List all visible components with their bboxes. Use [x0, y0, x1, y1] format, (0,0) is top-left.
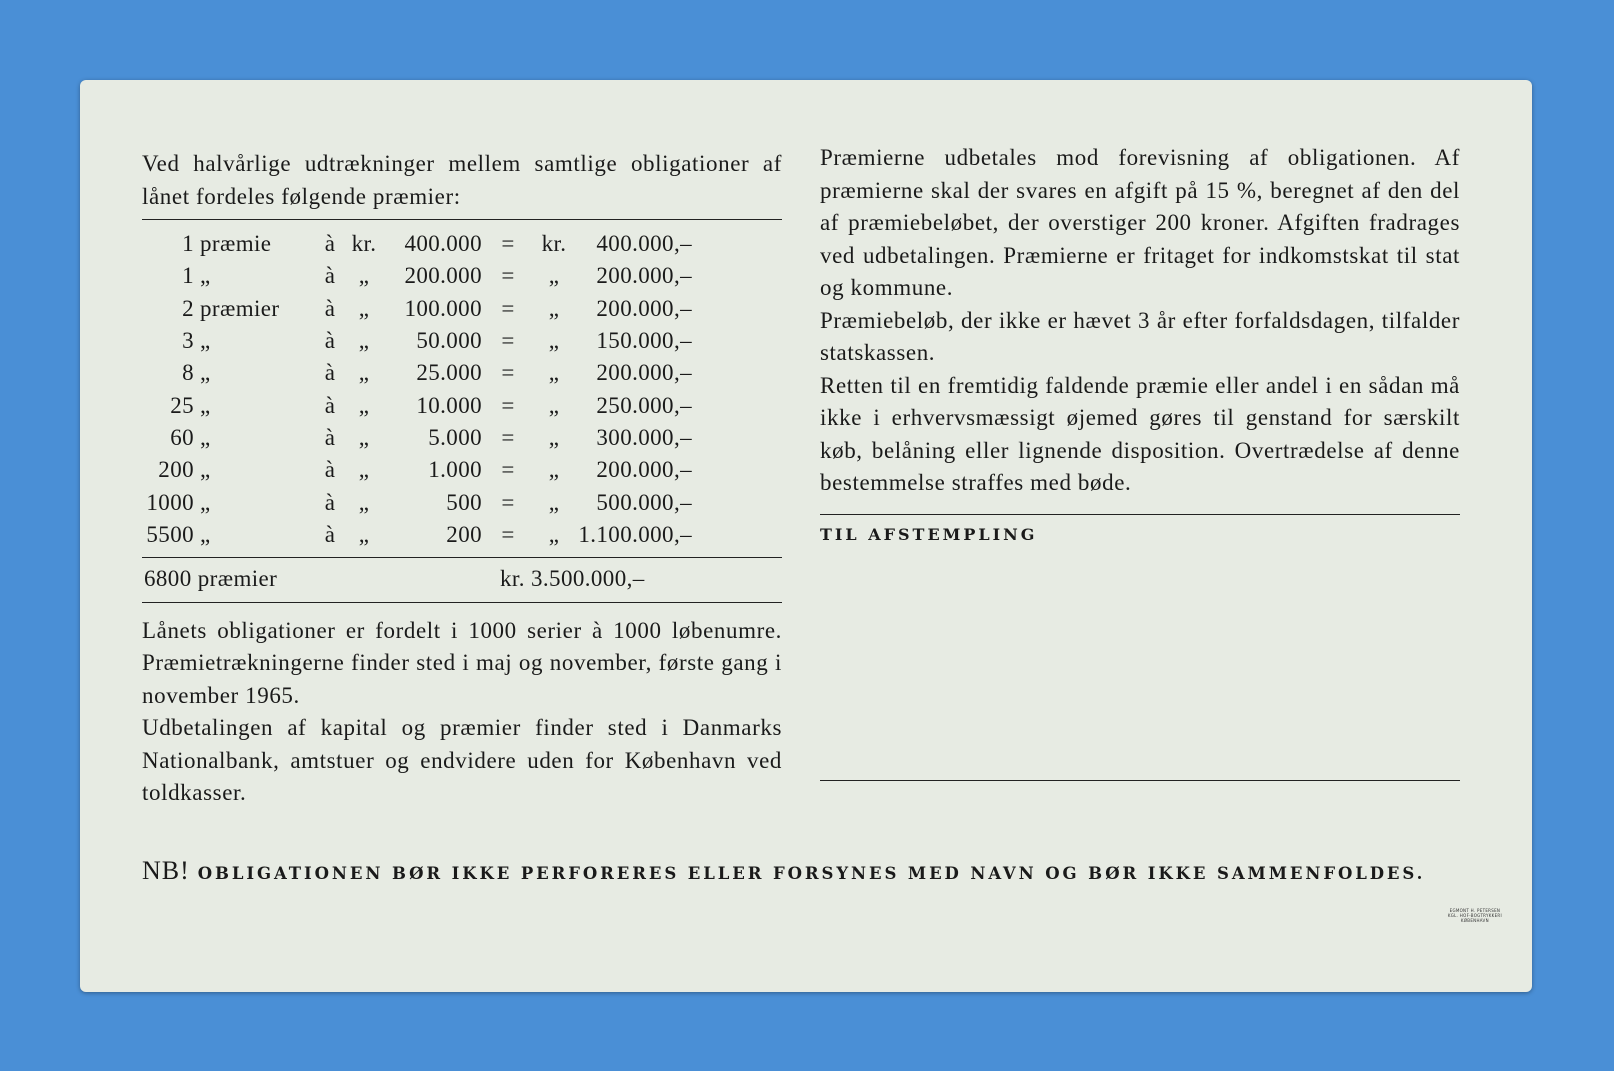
prize-count: 1000 [146, 489, 194, 515]
prize-each-amount: 50.000 [416, 328, 482, 354]
prize-unit: „ [200, 328, 211, 354]
prize-equals: = [501, 263, 515, 289]
prize-equals: = [501, 521, 515, 547]
prize-row-total: 250.000,– [596, 392, 692, 418]
prize-currency: kr. [351, 231, 377, 257]
prize-equals: = [501, 360, 515, 386]
bond-card [80, 80, 1532, 992]
prize-each-amount: 200 [446, 521, 482, 547]
prize-count: 8 [182, 360, 194, 386]
prize-currency: „ [358, 521, 370, 547]
prize-total-row [142, 558, 782, 602]
printer-line: KGL. HOF-BOGTRYKKERI [1447, 913, 1502, 918]
divider [142, 219, 782, 220]
prize-each-amount: 500 [446, 489, 482, 515]
prize-equals: = [501, 424, 515, 450]
prize-count: 25 [170, 392, 194, 418]
prize-each-amount: 10.000 [416, 392, 482, 418]
prize-each-sign: à [324, 263, 336, 289]
prize-each-amount: 400.000 [404, 231, 482, 257]
prize-currency: „ [358, 424, 370, 450]
prize-unit: „ [200, 489, 211, 515]
prize-row-total: 200.000,– [596, 457, 692, 483]
prize-equals: = [501, 295, 515, 321]
prize-row [142, 228, 692, 260]
total-amount: kr. 3.500.000,– [500, 565, 645, 591]
prize-row-total: 150.000,– [596, 328, 692, 354]
payout-paragraph: Præmierne udbetales mod forevisning af obligationen. Af præmierne skal der svares en afgift på 15 %, beregnet af den del af præmiebeløbet, der overstiger 200 kroner. Afgiften fradrages ved udbetalingen. Præmierne er fritaget for indkomstskat til stat og kommune. [820, 145, 1460, 300]
prize-row [142, 422, 692, 454]
prize-equals: = [501, 489, 515, 515]
prize-row [142, 325, 692, 357]
prize-each-sign: à [324, 521, 336, 547]
prize-currency: kr. [541, 231, 567, 257]
prize-currency: „ [358, 295, 370, 321]
total-count: 6800 præmier [144, 565, 278, 591]
prize-currency: „ [548, 263, 560, 289]
prize-each-amount: 5.000 [428, 424, 482, 450]
prize-unit: „ [200, 263, 211, 289]
prize-currency: „ [548, 328, 560, 354]
prize-count: 1 [182, 231, 194, 257]
prize-unit: „ [200, 457, 211, 483]
prize-each-sign: à [324, 231, 336, 257]
prize-row-total: 400.000,– [596, 231, 692, 257]
prize-unit: „ [200, 392, 211, 418]
prize-each-sign: à [324, 424, 336, 450]
stamp-area [820, 544, 1460, 780]
handling-notice [142, 856, 1432, 886]
prize-table [142, 228, 692, 551]
prize-currency: „ [548, 392, 560, 418]
prize-each-amount: 25.000 [416, 360, 482, 386]
prize-currency: „ [358, 360, 370, 386]
right-column [820, 142, 1460, 781]
prize-unit: „ [200, 521, 211, 547]
prize-each-sign: à [324, 360, 336, 386]
prize-count: 1 [182, 263, 194, 289]
stamp-label: TIL AFSTEMPLING [820, 524, 1038, 544]
prize-currency: „ [358, 328, 370, 354]
prize-row [142, 486, 692, 518]
prize-row [142, 454, 692, 486]
prize-equals: = [501, 328, 515, 354]
prize-count: 5500 [146, 521, 194, 547]
printer-mark [1448, 908, 1502, 923]
prize-row-total: 200.000,– [596, 263, 692, 289]
prize-unit: „ [200, 360, 211, 386]
rights-paragraph: Retten til en fremtidig faldende præmie eller andel i en sådan må ikke i erhvervsmæssigt øjemed gøres til genstand for særskilt køb, belåning eller lignende disposition. Overtrædelse af denne bestemmelse straffes med bøde. [820, 372, 1460, 495]
prize-row-total: 200.000,– [596, 360, 692, 386]
prize-currency: „ [358, 263, 370, 289]
prize-row [142, 389, 692, 421]
prize-row-total: 1.100.000,– [578, 521, 692, 547]
stamp-top-rule [820, 514, 1460, 515]
printer-line: KØBENHAVN [1460, 918, 1489, 923]
divider [142, 602, 782, 603]
prize-equals: = [501, 231, 515, 257]
prize-row [142, 519, 692, 551]
prize-each-amount: 100.000 [404, 295, 482, 321]
prize-row [142, 293, 692, 325]
prize-currency: „ [358, 489, 370, 515]
prize-row-total: 200.000,– [596, 295, 692, 321]
prize-currency: „ [548, 521, 560, 547]
prize-count: 2 [182, 295, 194, 321]
prize-each-amount: 200.000 [404, 263, 482, 289]
prize-each-sign: à [324, 328, 336, 354]
prize-each-sign: à [324, 489, 336, 515]
prize-each-sign: à [324, 392, 336, 418]
prize-row-total: 300.000,– [596, 424, 692, 450]
payment-paragraph: Udbetalingen af kapital og præmier finder sted i Danmarks Nationalbank, amtstuer og endvidere uden for København ved toldkasser. [142, 715, 782, 806]
prize-count: 3 [182, 328, 194, 354]
stamp-bottom-rule [820, 780, 1460, 781]
prize-count: 200 [158, 457, 194, 483]
printer-line: EGMONT H. PETERSEN [1449, 908, 1501, 913]
prize-each-sign: à [324, 295, 336, 321]
prize-row [142, 260, 692, 292]
prize-currency: „ [548, 457, 560, 483]
prize-row [142, 357, 692, 389]
series-paragraph: Lånets obligationer er fordelt i 1000 serier à 1000 løbenumre. Præmietrækningerne finder sted i maj og november, første gang i november 1965. [142, 617, 782, 708]
prize-currency: „ [548, 489, 560, 515]
prize-equals: = [501, 457, 515, 483]
prize-unit: præmier [200, 295, 280, 321]
prize-currency: „ [548, 360, 560, 386]
prize-count: 60 [170, 424, 194, 450]
prize-currency: „ [548, 424, 560, 450]
prize-unit: præmie [200, 231, 272, 257]
nb-label: NB! [142, 856, 190, 885]
prize-currency: „ [358, 457, 370, 483]
notice-text: OBLIGATIONEN BØR IKKE PERFORERES ELLER FORSYNES MED NAVN OG BØR IKKE SAMMENFOLDES. [197, 864, 1426, 883]
prize-equals: = [501, 392, 515, 418]
prize-row-total: 500.000,– [596, 489, 692, 515]
expiry-paragraph: Præmiebeløb, der ikke er hævet 3 år efter forfaldsdagen, tilfalder statskassen. [820, 307, 1460, 365]
prize-unit: „ [200, 424, 211, 450]
prize-intro: Ved halvårlige udtrækninger mellem samtlige obligationer af lånet fordeles følgende præmier: [142, 151, 782, 209]
prize-currency: „ [358, 392, 370, 418]
left-column [142, 148, 782, 810]
prize-each-amount: 1.000 [428, 457, 482, 483]
prize-each-sign: à [324, 457, 336, 483]
prize-currency: „ [548, 295, 560, 321]
